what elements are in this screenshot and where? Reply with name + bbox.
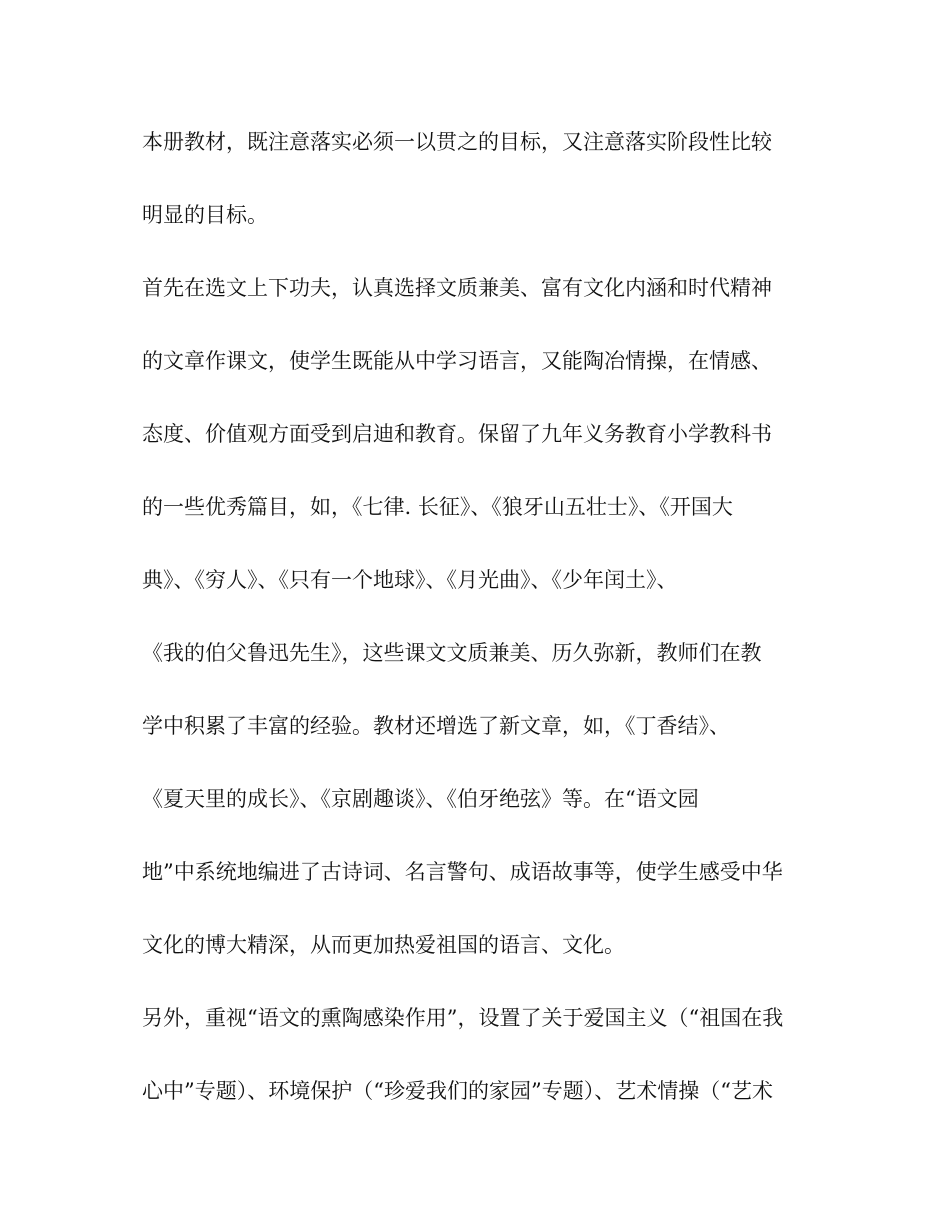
text-line: 的一些优秀篇目，如，《七律. 长征》、《狼牙山五壮士》、《开国大 <box>142 495 733 519</box>
text-line: 首先在选文上下功夫，认真选择文质兼美、富有文化内涵和时代精神 <box>142 276 772 300</box>
text-line: 另外，重视“语文的熏陶感染作用”，设置了关于爱国主义（“祖国在我 <box>142 1006 784 1030</box>
text-line: 地”中系统地编进了古诗词、名言警句、成语故事等，使学生感受中华 <box>142 860 783 884</box>
text-line: 本册教材，既注意落实必须一以贯之的目标，又注意落实阶段性比较 <box>142 130 772 154</box>
text-line: 典》、《穷人》、《只有一个地球》、《月光曲》、《少年闰土》、 <box>142 568 678 592</box>
text-line: 《夏天里的成长》、《京剧趣谈》、《伯牙绝弦》等。在“语文园 <box>142 787 699 811</box>
text-line: 心中”专题）、环境保护（“珍爱我们的家园”专题）、艺术情操（“艺术 <box>142 1079 773 1103</box>
text-line: 文化的博大精深，从而更加热爱祖国的语言、文化。 <box>142 933 625 957</box>
text-line: 的文章作课文，使学生既能从中学习语言，又能陶冶情操，在情感、 <box>142 349 772 373</box>
text-line: 学中积累了丰富的经验。教材还增选了新文章，如，《丁香结》、 <box>142 714 730 738</box>
text-line: 《我的伯父鲁迅先生》，这些课文文质兼美、历久弥新，教师们在教 <box>142 641 762 665</box>
text-line: 态度、价值观方面受到启迪和教育。保留了九年义务教育小学教科书 <box>142 422 772 446</box>
text-line: 明显的目标。 <box>142 203 268 227</box>
